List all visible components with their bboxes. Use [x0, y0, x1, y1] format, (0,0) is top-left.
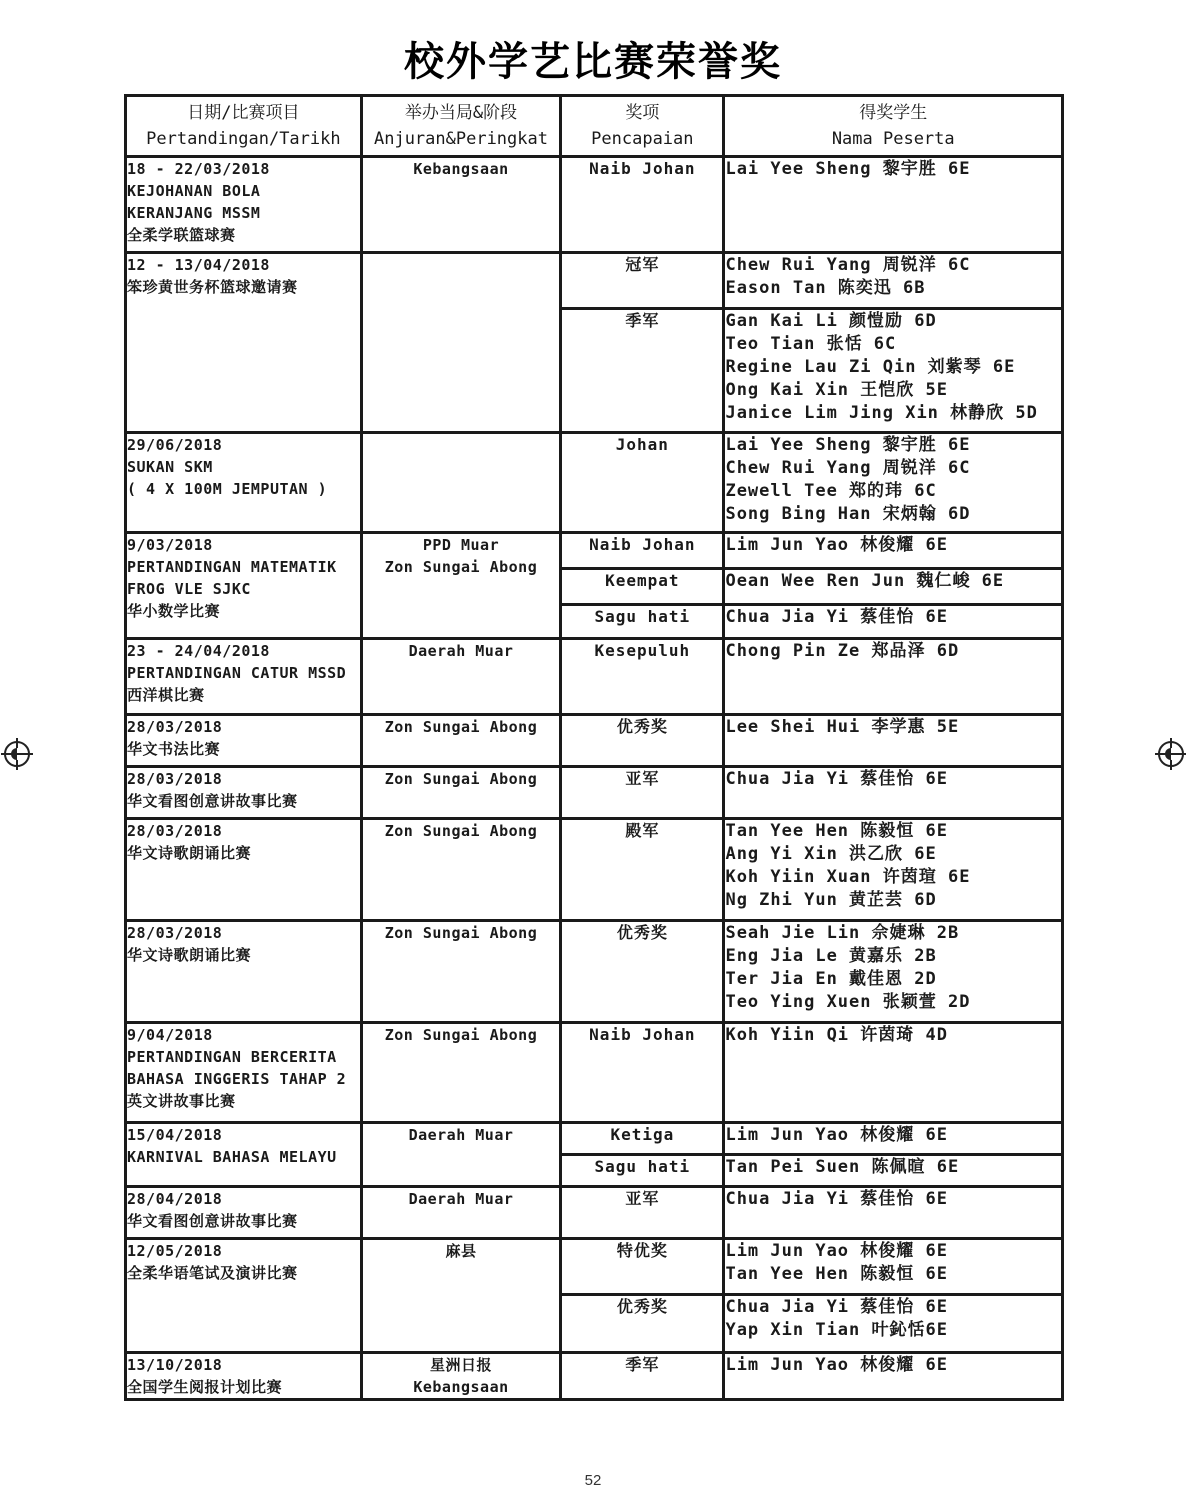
students-cell: [724, 1239, 1063, 1295]
text-line: 全柔学联篮球赛: [127, 226, 236, 244]
students-cell: [724, 639, 1063, 715]
header-student-names: 得奖学生 Nama Peserta: [724, 96, 1063, 157]
text-line: Chua Jia Yi 蔡佳怡 6E: [725, 1189, 948, 1209]
students-cell: [724, 433, 1063, 533]
students-cell: [724, 1187, 1063, 1239]
achievement-cell: 殿军: [561, 819, 724, 921]
text-line: 英文讲故事比赛: [127, 1092, 236, 1110]
organizer-cell: [361, 819, 560, 921]
text-line: 29/06/2018: [127, 436, 223, 454]
header-achievement: 奖项 Pencapaian: [561, 96, 724, 157]
organizer-cell: [361, 921, 560, 1023]
text-line: 15/04/2018: [127, 1126, 223, 1144]
text-line: Ter Jia En 戴佳恩 2D: [725, 969, 937, 989]
achievement-cell: Ketiga: [561, 1123, 724, 1155]
text-line: Zon Sungai Abong: [384, 822, 538, 840]
organizer-cell: [361, 253, 560, 433]
text-line: Daerah Muar: [408, 642, 514, 660]
students-cell: [724, 605, 1063, 639]
students-cell: [724, 1155, 1063, 1187]
students-cell: [724, 157, 1063, 253]
text-line: PPD Muar: [422, 536, 500, 554]
students-cell: [724, 921, 1063, 1023]
event-cell: [126, 1123, 362, 1187]
organizer-cell: [361, 1239, 560, 1353]
text-line: Daerah Muar: [408, 1190, 514, 1208]
awards-table: [124, 94, 1064, 1401]
achievement-cell: Sagu hati: [561, 1155, 724, 1187]
event-cell: [126, 1353, 362, 1400]
achievement-cell: 季军: [561, 309, 724, 433]
text-line: 星洲日报: [429, 1356, 492, 1374]
text-line: Lee Shei Hui 李学惠 5E: [725, 717, 960, 737]
text-line: Oean Wee Ren Jun 魏仁峻 6E: [725, 571, 1005, 591]
achievement-cell: Naib Johan: [561, 533, 724, 569]
table-row: [126, 715, 1063, 767]
students-cell: [724, 309, 1063, 433]
registration-mark-icon: [4, 741, 30, 767]
registration-mark-icon: [1158, 741, 1184, 767]
text-line: 笨珍黄世务杯篮球邀请赛: [127, 278, 298, 296]
text-line: Zewell Tee 郑的玮 6C: [725, 481, 937, 501]
text-line: Gan Kai Li 颜愷励 6D: [725, 311, 937, 331]
table-row: [126, 819, 1063, 921]
students-cell: [724, 569, 1063, 605]
text-line: Kebangsaan: [413, 160, 509, 178]
text-line: ( 4 X 100M JEMPUTAN ): [127, 480, 328, 498]
achievement-cell: 亚军: [561, 767, 724, 819]
text-line: 华文书法比赛: [127, 740, 221, 758]
text-line: Yap Xin Tian 叶鈊恬6E: [725, 1320, 948, 1340]
text-line: Tan Pei Suen 陈佩暄 6E: [725, 1157, 960, 1177]
text-line: Chew Rui Yang 周锐洋 6C: [725, 255, 971, 275]
text-line: SUKAN SKM: [127, 458, 213, 476]
text-line: Kebangsaan: [413, 1378, 509, 1396]
event-cell: [126, 767, 362, 819]
text-line: 12/05/2018: [127, 1242, 223, 1260]
students-cell: [724, 1295, 1063, 1353]
organizer-cell: [361, 639, 560, 715]
text-line: Zon Sungai Abong: [384, 770, 538, 788]
text-line: Daerah Muar: [408, 1126, 514, 1144]
text-line: Ang Yi Xin 洪乙欣 6E: [725, 844, 937, 864]
text-line: Janice Lim Jing Xin 林静欣 5D: [725, 403, 1038, 423]
text-line: BAHASA INGGERIS TAHAP 2: [127, 1070, 347, 1088]
table-row: [126, 1239, 1063, 1295]
text-line: Chong Pin Ze 郑品泽 6D: [725, 641, 960, 661]
text-line: PERTANDINGAN BERCERITA: [127, 1048, 337, 1066]
achievement-cell: 亚军: [561, 1187, 724, 1239]
text-line: Eason Tan 陈奕迅 6B: [725, 278, 926, 298]
text-line: 9/04/2018: [127, 1026, 213, 1044]
achievement-cell: Johan: [561, 433, 724, 533]
text-line: 28/03/2018: [127, 770, 223, 788]
text-line: Zon Sungai Abong: [384, 1026, 538, 1044]
text-line: Lai Yee Sheng 黎宇胜 6E: [725, 435, 971, 455]
header-event-date: 日期/比赛项目 Pertandingan/Tarikh: [126, 96, 362, 157]
organizer-cell: [361, 1023, 560, 1123]
students-cell: [724, 715, 1063, 767]
event-cell: [126, 253, 362, 433]
text-line: 全柔华语笔试及演讲比赛: [127, 1264, 298, 1282]
table-row: [126, 157, 1063, 253]
text-line: KARNIVAL BAHASA MELAYU: [127, 1148, 337, 1166]
text-line: Lim Jun Yao 林俊耀 6E: [725, 1355, 948, 1375]
achievement-cell: 特优奖: [561, 1239, 724, 1295]
text-line: KERANJANG MSSM: [127, 204, 261, 222]
event-cell: [126, 1023, 362, 1123]
organizer-cell: [361, 1123, 560, 1187]
text-line: Chua Jia Yi 蔡佳怡 6E: [725, 769, 948, 789]
event-cell: [126, 157, 362, 253]
achievement-cell: Naib Johan: [561, 157, 724, 253]
text-line: 华文诗歌朗诵比赛: [127, 946, 252, 964]
event-cell: [126, 921, 362, 1023]
event-cell: [126, 715, 362, 767]
text-line: Eng Jia Le 黄嘉乐 2B: [725, 946, 937, 966]
achievement-cell: 季军: [561, 1353, 724, 1400]
students-cell: [724, 1353, 1063, 1400]
text-line: KEJOHANAN BOLA: [127, 182, 261, 200]
text-line: Regine Lau Zi Qin 刘紫琴 6E: [725, 357, 1016, 377]
students-cell: [724, 819, 1063, 921]
text-line: Chua Jia Yi 蔡佳怡 6E: [725, 1297, 948, 1317]
text-line: Zon Sungai Abong: [384, 718, 538, 736]
text-line: Zon Sungai Abong: [384, 924, 538, 942]
text-line: PERTANDINGAN MATEMATIK: [127, 558, 337, 576]
text-line: 华文诗歌朗诵比赛: [127, 844, 252, 862]
table-row: [126, 639, 1063, 715]
organizer-cell: [361, 767, 560, 819]
text-line: Seah Jie Lin 佘婕琳 2B: [725, 923, 960, 943]
text-line: Koh Yiin Xuan 许茵瑄 6E: [725, 867, 971, 887]
event-cell: [126, 1239, 362, 1353]
organizer-cell: [361, 1353, 560, 1400]
text-line: Lim Jun Yao 林俊耀 6E: [725, 1241, 948, 1261]
text-line: Song Bing Han 宋炳翰 6D: [725, 504, 971, 524]
organizer-cell: [361, 715, 560, 767]
text-line: Teo Ying Xuen 张颖萱 2D: [725, 992, 971, 1012]
text-line: Teo Tian 张恬 6C: [725, 334, 897, 354]
table-row: [126, 1023, 1063, 1123]
text-line: Zon Sungai Abong: [384, 558, 538, 576]
text-line: 麻县: [445, 1242, 477, 1260]
students-cell: [724, 533, 1063, 569]
event-cell: [126, 819, 362, 921]
table-row: [126, 1187, 1063, 1239]
achievement-cell: 冠军: [561, 253, 724, 309]
students-cell: [724, 767, 1063, 819]
text-line: Lim Jun Yao 林俊耀 6E: [725, 535, 948, 555]
achievement-cell: Kesepuluh: [561, 639, 724, 715]
table-row: [126, 533, 1063, 569]
table-row: [126, 1353, 1063, 1400]
organizer-cell: [361, 533, 560, 639]
text-line: 18 - 22/03/2018: [127, 160, 270, 178]
table-row: [126, 767, 1063, 819]
table-row: [126, 433, 1063, 533]
text-line: Koh Yiin Qi 许茵琦 4D: [725, 1025, 948, 1045]
text-line: 28/03/2018: [127, 822, 223, 840]
page-title: 校外学艺比赛荣誉奖: [404, 39, 782, 85]
text-line: Lai Yee Sheng 黎宇胜 6E: [725, 159, 971, 179]
table-row: [126, 253, 1063, 309]
text-line: Tan Yee Hen 陈毅恒 6E: [725, 821, 948, 841]
achievement-cell: Naib Johan: [561, 1023, 724, 1123]
text-line: Chew Rui Yang 周锐洋 6C: [725, 458, 971, 478]
students-cell: [724, 1023, 1063, 1123]
achievement-cell: 优秀奖: [561, 921, 724, 1023]
organizer-cell: [361, 157, 560, 253]
text-line: 华文看图创意讲故事比赛: [127, 1212, 298, 1230]
text-line: Chua Jia Yi 蔡佳怡 6E: [725, 607, 948, 627]
text-line: PERTANDINGAN CATUR MSSD: [127, 664, 347, 682]
event-cell: [126, 1187, 362, 1239]
text-line: 9/03/2018: [127, 536, 213, 554]
header-organizer-level: 举办当局&阶段 Anjuran&Peringkat: [361, 96, 560, 157]
achievement-cell: Sagu hati: [561, 605, 724, 639]
text-line: 全国学生阅报计划比赛: [127, 1378, 283, 1396]
text-line: 23 - 24/04/2018: [127, 642, 270, 660]
organizer-cell: [361, 433, 560, 533]
text-line: 13/10/2018: [127, 1356, 223, 1374]
text-line: 华文看图创意讲故事比赛: [127, 792, 298, 810]
text-line: 28/03/2018: [127, 718, 223, 736]
students-cell: [724, 253, 1063, 309]
table-row: [126, 1123, 1063, 1155]
page-number: 52: [584, 1472, 602, 1489]
text-line: 华小数学比赛: [127, 602, 221, 620]
text-line: Tan Yee Hen 陈毅恒 6E: [725, 1264, 948, 1284]
achievement-cell: 优秀奖: [561, 1295, 724, 1353]
text-line: 西洋棋比赛: [127, 686, 205, 704]
text-line: 28/03/2018: [127, 924, 223, 942]
table-row: [126, 921, 1063, 1023]
text-line: 28/04/2018: [127, 1190, 223, 1208]
text-line: Lim Jun Yao 林俊耀 6E: [725, 1125, 948, 1145]
achievement-cell: 优秀奖: [561, 715, 724, 767]
table-header-row: [126, 96, 1063, 157]
achievement-cell: Keempat: [561, 569, 724, 605]
text-line: FROG VLE SJKC: [127, 580, 251, 598]
event-cell: [126, 639, 362, 715]
text-line: Ong Kai Xin 王恺欣 5E: [725, 380, 948, 400]
event-cell: [126, 533, 362, 639]
text-line: Ng Zhi Yun 黄芷芸 6D: [725, 890, 937, 910]
text-line: 12 - 13/04/2018: [127, 256, 270, 274]
event-cell: [126, 433, 362, 533]
organizer-cell: [361, 1187, 560, 1239]
students-cell: [724, 1123, 1063, 1155]
